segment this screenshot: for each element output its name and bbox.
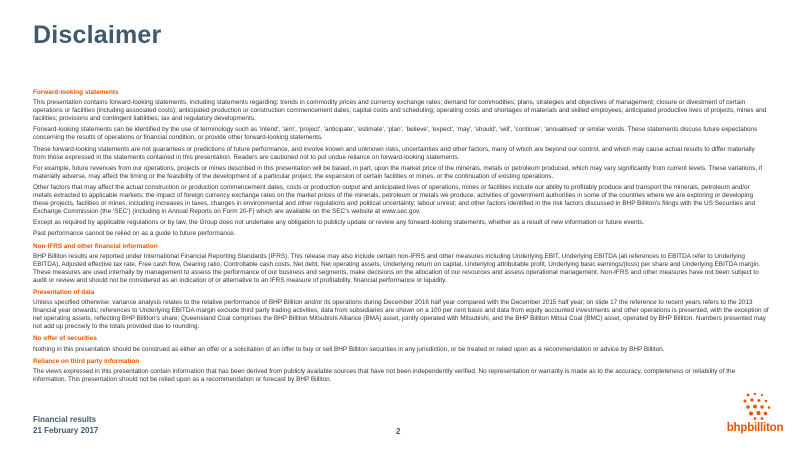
section-heading: No offer of securities bbox=[33, 335, 97, 343]
paragraph: For example, future revenues from our operations, projects or mines described in this presentation will be based, in part, upon the market price of the minerals, metals or petroleum produced, which may vary significantly from current levels. These variations, if materially adverse, may affect the timing or the feasibility of the development of a particular project, the expansion of certain facilities or mines, or the continuation of existing operations. bbox=[33, 164, 763, 180]
paragraph: Past performance cannot be relied on as a guide to future performance. bbox=[33, 230, 236, 238]
logo-wordmark: bhpbilliton bbox=[726, 422, 784, 434]
paragraph: Nothing in this presentation should be construed as either an offer or a solicitation of an offer to buy or sell BHP Billiton securities in any jurisdiction, or be treated or relied upon as a recommendation or advice by BHP Billiton. bbox=[33, 345, 665, 353]
section-heading: Presentation of data bbox=[33, 288, 95, 296]
footer-info bbox=[33, 414, 98, 436]
section-non-ifrs bbox=[33, 243, 769, 285]
paragraph: Other factors that may affect the actual construction or production commencement dates, costs or production output and anticipated lives of operations, mines or facilities include our ability to profitably produce and transport the minerals, petroleum and/or metals extracted to applicable markets; the impact of foreign currency exchange rates on the market prices of the minerals, petroleum or metals we produce; activities of government authorities in some of the countries where we are exploring or developing these projects, facilities or mines, including increases in taxes, changes in environmental and other regulations and political uncertainty; labour unrest; and other factors identified in the risk factors discussed in BHP Billiton's filings with the US Securities and Exchange Commission (the 'SEC') (including in Annual Reports on Form 20-F) which are available on the SEC's website at www.sec.gov. bbox=[33, 183, 756, 216]
section-third-party bbox=[33, 358, 769, 384]
section-no-offer bbox=[33, 335, 769, 353]
page-title: Disclaimer bbox=[33, 21, 162, 49]
paragraph: BHP Billiton results are reported under International Financial Reporting Standards (IFRS). This release may also include certain non-IFRS and other measures including Underlying EBIT, Underlying EBITDA (all references to EBITDA refer to Underlying EBITDA), Adjusted effective tax rate, Free cash flow, Gearing ratio, Controllable cash costs, Net debt, Net operating assets, Underlying return on capital, Underlying attributable profit, Underlying basic earnings/(loss) per share and Underlying EBITDA margin. These measures are used internally by management to assess the performance of our business and segments, make decisions on the allocation of our resources and assess operational management. Non-IFRS and other measures have not been subject to audit or review and should not be considered as an indication of or alternative to an IFRS measure of profitability, financial performance or liquidity. bbox=[33, 252, 761, 284]
company-logo bbox=[720, 392, 790, 442]
section-heading: Non-IFRS and other financial information bbox=[33, 242, 158, 250]
paragraph: Except as required by applicable regulations or by law, the Group does not undertake any obligation to publicly update or review any forward-looking statements, whether as a result of new information or future events. bbox=[33, 219, 645, 227]
paragraph: This presentation contains forward-looking statements, including statements regarding: trends in commodity prices and currency exchange rates; demand for commodities; plans, strategies and objectives of management; closure or divestment of certain operations or facilities (including associated costs); anticipated production or construction commencement dates; capital costs and scheduling; operating costs and shortages of materials and skilled employees; anticipated productive lives of projects, mines and facilities; provisions and contingent liabilities; tax and regulatory developments. bbox=[33, 99, 767, 123]
page-number: 2 bbox=[396, 427, 401, 436]
disclaimer-content bbox=[33, 89, 769, 388]
footer-title: Financial results bbox=[33, 415, 97, 424]
section-heading: Reliance on third party information bbox=[33, 357, 140, 365]
section-forward-looking bbox=[33, 89, 769, 239]
bhp-billiton-logo-icon bbox=[742, 392, 772, 420]
paragraph: The views expressed in this presentation contain information that has been derived from publicly available sources that have not been independently verified. No representation or warranty is made as to the accuracy, completeness or reliability of the information. This presentation should not be relied upon as a recommendation or forecast by BHP Billiton. bbox=[33, 367, 736, 383]
paragraph: These forward-looking statements are not guarantees or predictions of future performance, and involve known and unknown risks, uncertainties and other factors, many of which are beyond our control, and which may cause actual results to differ materially from those expressed in the statements contained in this presentation. Readers are cautioned not to put undue reliance on forward-looking statements. bbox=[33, 145, 755, 161]
section-heading: Forward-looking statements bbox=[33, 89, 119, 96]
paragraph: Forward-looking statements can be identified by the use of terminology such as 'intend', 'aim', 'project', 'anticipate', 'estimate', 'plan', 'believe', 'expect', 'may', 'should', 'will', 'continue', 'annualised' or similar words. These statements discuss future expectations concerning the results of operations or financial condition, or provide other forward-looking statements. bbox=[33, 126, 758, 142]
section-presentation-of-data bbox=[33, 289, 769, 331]
paragraph: Unless specified otherwise: variance analysis relates to the relative performance of BHP Billiton and/or its operations during December 2016 half year compared with the December 2015 half year; on slide 17 the reference to recent years refers to the 2013 financial year onwards; references to Underlying EBITDA margin exclude third party trading activities; data from subsidiaries are shown on a 100 per cent basis and data from equity accounted investments and other operations is presented, with the exception of net operating assets, reflecting BHP Billiton's share; Queensland Coal comprises the BHP Billiton Mitsubishi Alliance (BMA) asset, jointly operated with Mitsubishi, and the BHP Billiton Mitsui Coal (BMC) asset, operated by BHP Billiton. Numbers presented may not add up precisely to the totals provided due to rounding. bbox=[33, 299, 769, 331]
footer-date: 21 February 2017 bbox=[33, 426, 99, 435]
